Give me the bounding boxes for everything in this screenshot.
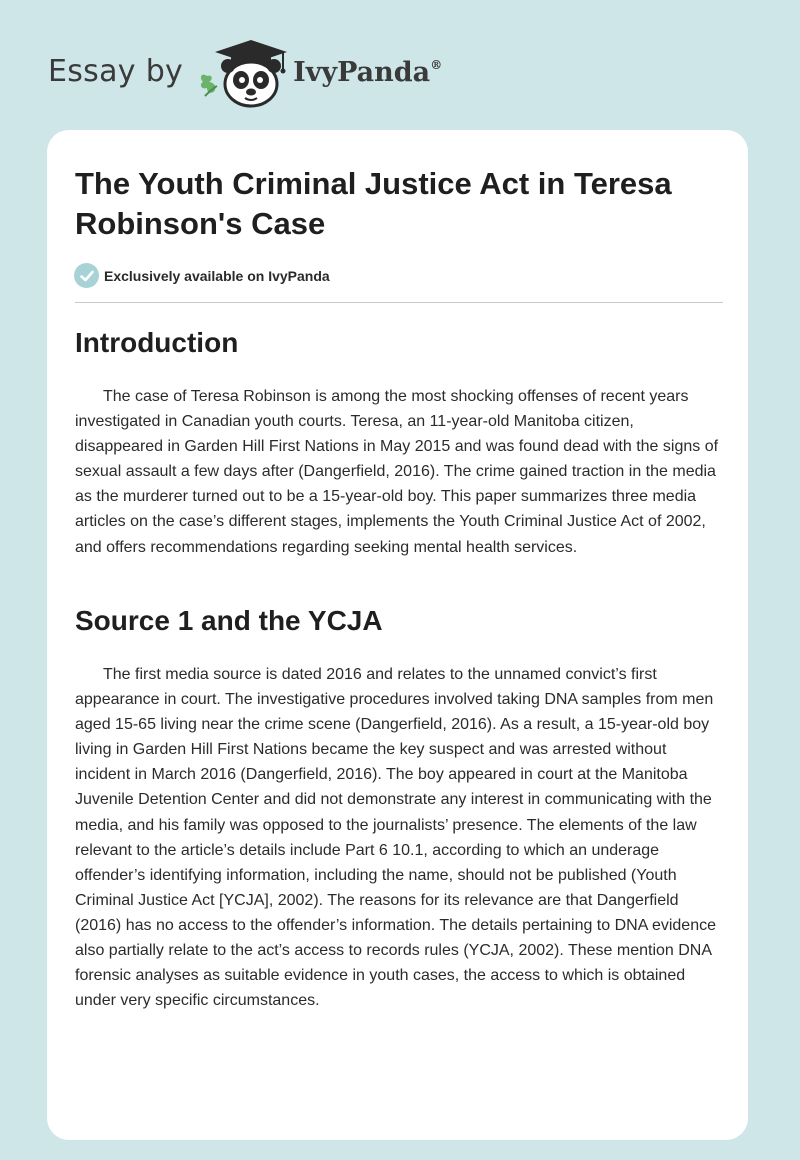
- registered-mark: ®: [430, 57, 443, 72]
- panda-graduation-cap-icon: [197, 36, 289, 110]
- panda-logo-icon[interactable]: [197, 36, 289, 110]
- page-title: The Youth Criminal Justice Act in Teresa Robinson's Case: [75, 166, 672, 241]
- essay-by-label: Essay by: [48, 53, 184, 89]
- checkmark-icon: [74, 263, 99, 288]
- divider: [75, 302, 723, 303]
- ivy-leaf-icon: [201, 75, 217, 96]
- exclusive-badge: [74, 263, 330, 288]
- section-heading-source-1: Source 1 and the YCJA: [75, 605, 383, 636]
- paragraph-introduction: The case of Teresa Robinson is among the most shocking offenses of recent years investigated in Canadian youth courts. Teresa, an 11-year-old Manitoba citizen, disappeared in Garden Hill First Nations in May 2015 and was found dead with the signs of sexual assault a few days after (Dangerfield, 2016). The crime gained traction in the media as the murderer turned out to be a 15-year-old boy. This paper summarizes three media articles on the case’s different stages, implements the Youth Criminal Justice Act of 2002, and offers recommendations regarding seeking mental health services.: [75, 388, 719, 556]
- paragraph-source-1: The first media source is dated 2016 and relates to the unnamed convict’s first appearance in court. The investigative procedures involved taking DNA samples from men aged 15-65 living near the crime scene (Dangerfield, 2016). As a result, a 15-year-old boy living in Garden Hill First Nations became the key suspect and was arrested without incident in March 2016 (Dangerfield, 2016). The boy appeared in court at the Manitoba Juvenile Detention Center and did not demonstrate any interest in communicating with the media, and his family was opposed to the journalists’ presence. The elements of the law relevant to the article’s details include Part 6 10.1, according to which an underage offender’s identifying information, including the name, should not be published (Youth Criminal Justice Act [YCJA], 2002). The reasons for its relevance are that Dangerfield (2016) has no access to the offender’s information. The details pertaining to DNA evidence also partially relate to the act’s access to records rules (YCJA, 2002). These mention DNA forensic analyses as suitable evidence in youth cases, the access to which is obtained under very specific circumstances.: [75, 666, 716, 1010]
- badge-text: Exclusively available on IvyPanda: [104, 267, 330, 284]
- article-card: [47, 130, 748, 1140]
- section-heading-introduction: Introduction: [75, 327, 239, 358]
- site-header: [48, 36, 442, 110]
- brand-name[interactable]: IvyPanda®: [293, 56, 443, 88]
